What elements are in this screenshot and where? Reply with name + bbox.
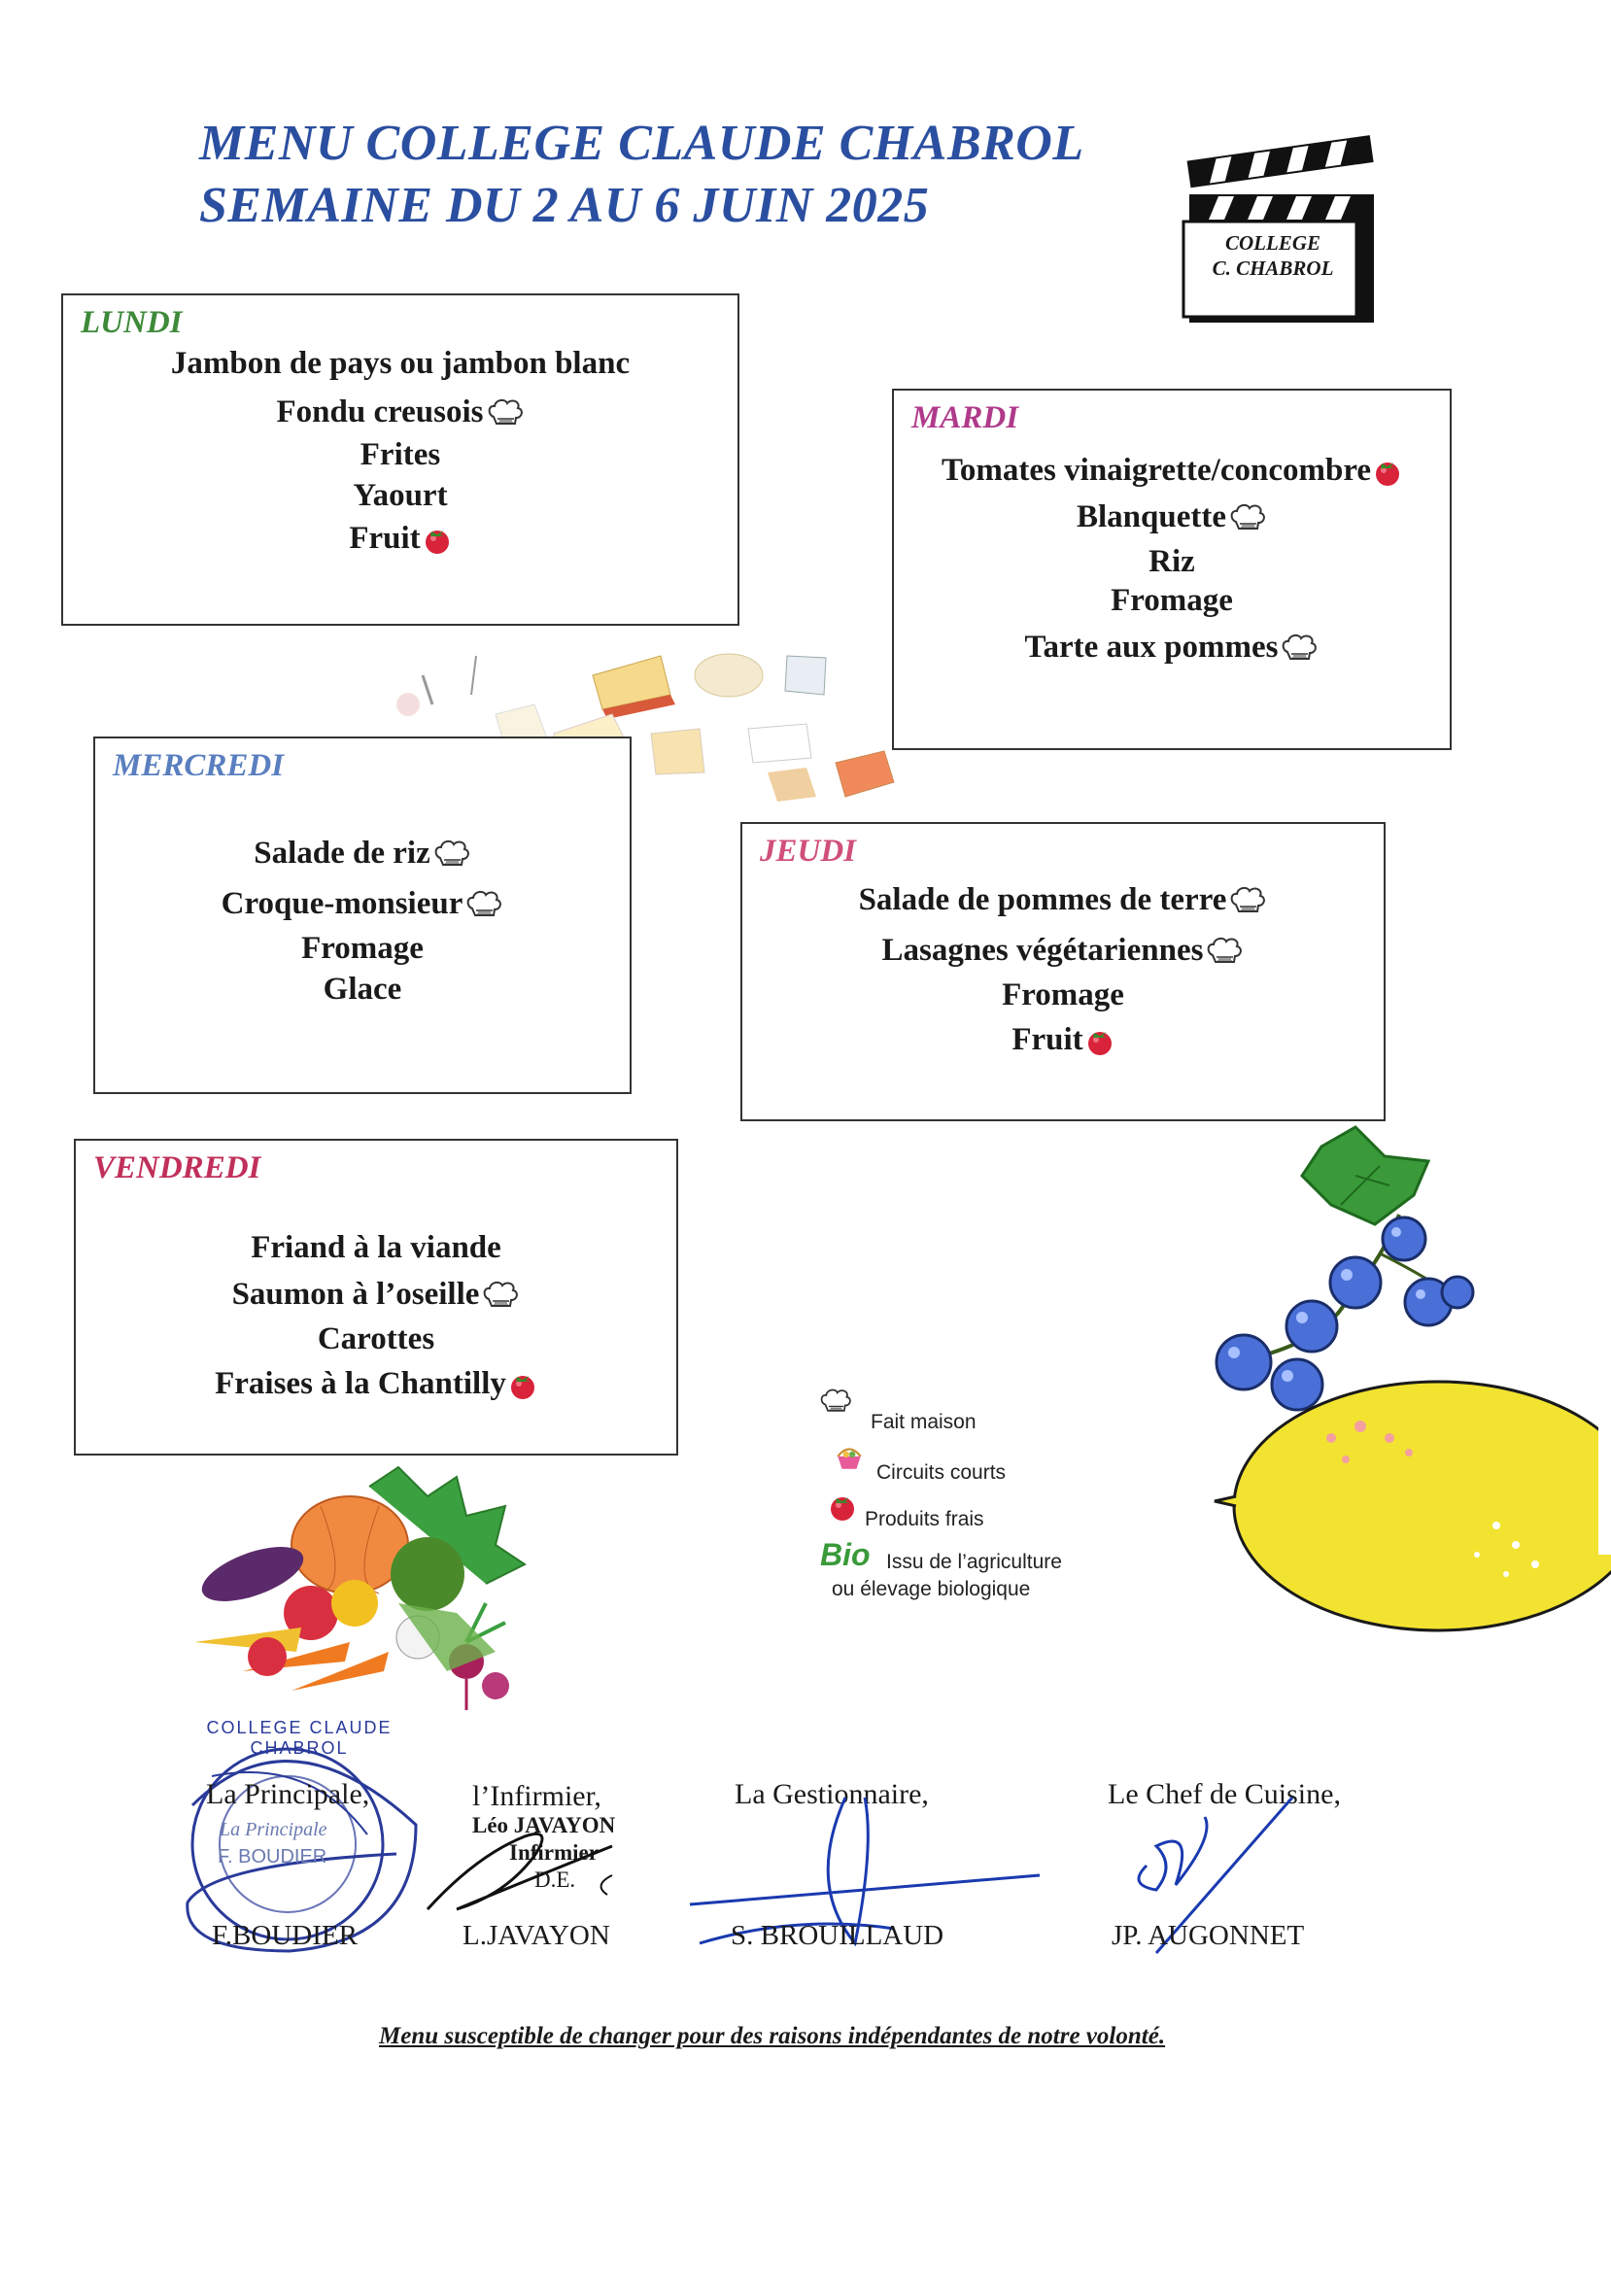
stamp-text-mid2: F. BOUDIER xyxy=(218,1846,327,1868)
sig-title-gestionnaire: La Gestionnaire, xyxy=(735,1778,929,1810)
menu-item: Fondu creusois xyxy=(63,394,737,430)
menu-item: Tarte aux pommes xyxy=(894,630,1450,666)
clapper-text-2: C. CHABROL xyxy=(1212,257,1334,280)
chef-hat-icon xyxy=(1228,502,1267,535)
signature-infirmier-icon xyxy=(418,1817,632,1934)
currant-lemon-icon xyxy=(1185,1117,1611,1662)
menu-item: Saumon à l’oseille xyxy=(76,1277,676,1313)
legend-bio-line1: Issu de l’agriculture xyxy=(886,1551,1062,1573)
sig-title-infirmier: l’Infirmier, xyxy=(472,1780,601,1812)
menu-item: Fromage xyxy=(1002,977,1124,1012)
basket-icon xyxy=(834,1442,865,1473)
stamp-text-top: COLLEGE CLAUDE CHABROL xyxy=(206,1718,393,1758)
menu-item: Fromage xyxy=(301,931,424,966)
sig-name-chef: JP. AUGONNET xyxy=(1112,1920,1305,1951)
chef-hat-icon xyxy=(464,889,503,922)
menu-item: Riz xyxy=(1148,544,1195,579)
chef-hat-icon xyxy=(432,839,471,872)
menu-item: Fruit xyxy=(742,1022,1384,1058)
sig-name-infirmier: L.JAVAYON xyxy=(463,1920,610,1951)
menu-item: Blanquette xyxy=(894,499,1450,535)
chef-hat-icon xyxy=(818,1388,853,1417)
day-label-jeudi: JEUDI xyxy=(760,834,857,869)
tomato-icon xyxy=(1085,1027,1114,1056)
legend-produits-frais: Produits frais xyxy=(865,1508,984,1530)
tomato-icon xyxy=(1373,458,1402,487)
menu-item: Fruit xyxy=(63,521,737,557)
sig-name-principale: F.BOUDIER xyxy=(212,1920,358,1951)
chef-hat-icon xyxy=(486,397,525,430)
clapperboard-logo xyxy=(1180,138,1374,325)
sig-title-chef: Le Chef de Cuisine, xyxy=(1108,1778,1341,1810)
tomato-icon xyxy=(508,1371,537,1400)
day-label-vendredi: VENDREDI xyxy=(93,1150,261,1185)
menu-item: Salade de riz xyxy=(95,836,630,872)
legend-circuits-courts: Circuits courts xyxy=(876,1461,1007,1484)
sig-title-principale: La Principale, xyxy=(206,1778,370,1810)
menu-item: Friand à la viande xyxy=(251,1230,501,1265)
day-label-mercredi: MERCREDI xyxy=(113,748,285,783)
day-box-mercredi xyxy=(93,737,632,1094)
footer-disclaimer: Menu susceptible de changer pour des raisons indépendantes de notre volonté. xyxy=(379,2023,1166,2049)
menu-item: Lasagnes végétariennes xyxy=(742,933,1384,969)
stamp-text-mid1: La Principale xyxy=(220,1819,327,1840)
menu-item: Yaourt xyxy=(353,478,448,513)
vegetables-icon xyxy=(175,1457,544,1739)
chef-hat-icon xyxy=(481,1280,520,1313)
menu-item: Croque-monsieur xyxy=(95,886,630,922)
day-label-mardi: MARDI xyxy=(911,400,1019,435)
day-label-lundi: LUNDI xyxy=(81,305,183,340)
legend-fait-maison: Fait maison xyxy=(871,1411,977,1433)
sig-sub-infirmier-2: Infirmier xyxy=(509,1840,599,1865)
menu-item: Tomates vinaigrette/concombre xyxy=(894,453,1450,489)
page-title-line2: SEMAINE DU 2 AU 6 JUIN 2025 xyxy=(199,178,930,233)
menu-item: Jambon de pays ou jambon blanc xyxy=(170,346,631,381)
menu-item: Fromage xyxy=(1111,583,1233,618)
vegetable-illustration xyxy=(175,1457,544,1739)
menu-item: Frites xyxy=(360,437,441,472)
day-box-vendredi xyxy=(74,1139,678,1456)
sig-sub-infirmier-3: D.E. xyxy=(534,1868,576,1892)
menu-item: Carottes xyxy=(317,1321,435,1356)
day-box-jeudi xyxy=(740,822,1386,1121)
legend xyxy=(816,1388,1185,1611)
day-box-mardi xyxy=(892,389,1452,750)
tomato-icon xyxy=(828,1492,857,1522)
chef-hat-icon xyxy=(1205,936,1244,969)
sig-name-gestionnaire: S. BROUILLAUD xyxy=(731,1920,944,1951)
menu-item: Fraises à la Chantilly xyxy=(76,1366,676,1402)
page-title-line1: MENU COLLEGE CLAUDE CHABROL xyxy=(199,116,1084,171)
menu-item: Glace xyxy=(323,972,402,1007)
bio-logo: Bio xyxy=(820,1537,871,1572)
day-box-lundi xyxy=(61,293,739,626)
menu-item: Salade de pommes de terre xyxy=(742,882,1384,918)
fruit-illustration xyxy=(1185,1117,1611,1662)
sig-sub-infirmier-1: Léo JAVAYON xyxy=(472,1813,616,1837)
tomato-icon xyxy=(423,526,452,555)
chef-hat-icon xyxy=(1228,885,1267,918)
clapper-text-1: COLLEGE xyxy=(1224,231,1320,255)
legend-bio-line2: ou élevage biologique xyxy=(832,1578,1031,1600)
chef-hat-icon xyxy=(1280,633,1319,666)
